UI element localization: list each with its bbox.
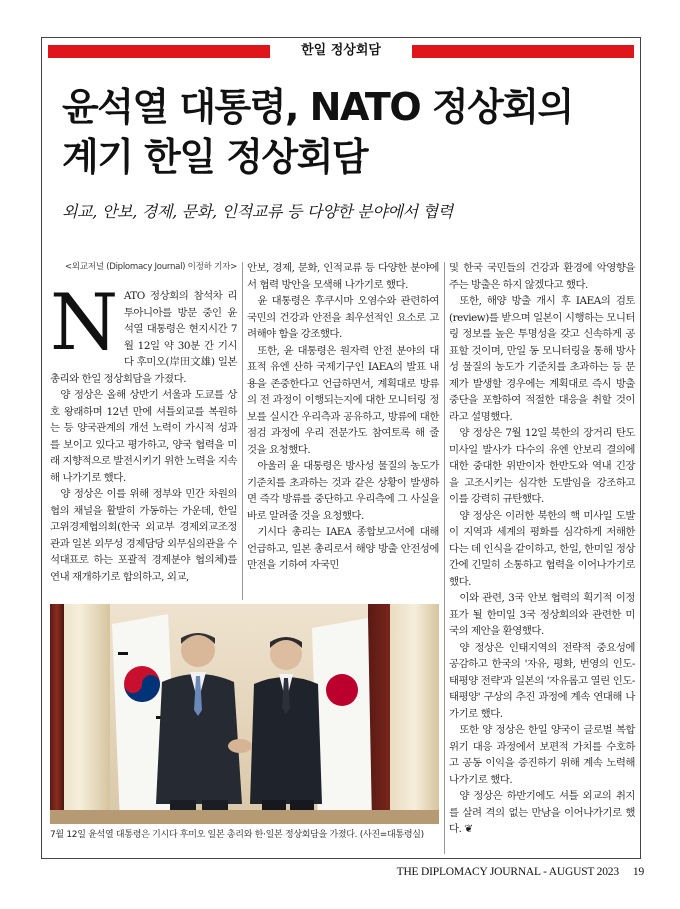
drop-cap: N [50,278,118,368]
page-number: 19 [632,866,644,878]
section-header [48,42,634,60]
paragraph: 이와 관련, 3국 안보 협력의 획기적 이정표가 될 한미일 3국 정상회의와 관련한 미국의 제안을 환영했다. [449,592,635,637]
section-bar-left [48,45,270,58]
headline-line-1: 윤석열 대통령, NATO 정상회의 [62,85,573,129]
headline-line-2: 계기 한일 정상회담 [62,135,368,179]
paragraph: 기시다 총리는 IAEA 종합보고서에 대해 언급하고, 일본 총리로서 해양 방출 안전성에 만전을 기하여 자국민 [247,526,439,571]
paragraph: 또한, 윤 대통령은 원자력 안전 분야의 대표적 유엔 산하 국제기구인 IAEA의 발표 내용을 존중한다고 언급하면서, 계획대로 방류의 전 과정이 이행되는지에 대한 모니터링 정보를 실시간 우리측과 공유하고, 방류에 대한 점검 과정에 우리 전문가도 참여토록 해 줄 것을 요청했다. [247,344,439,456]
section-bar-right [412,45,634,58]
paragraph: 양 정상은 이러한 북한의 핵 미사일 도발이 지역과 세계의 평화를 심각하게 저해한다는 데 인식을 같이하고, 한일, 한미일 정상 간에 긴밀히 소통하고 협력을 이어나가기로 했다. [449,509,635,588]
article-headline [62,82,632,182]
article-column-3 [449,260,635,838]
paragraph: 양 정상은 하반기에도 셔틀 외교의 취지를 살려 격의 없는 만남을 이어나가기로 했다. ❦ [449,790,635,835]
article-subtitle: 외교, 안보, 경제, 문화, 인적교류 등 다양한 분야에서 협력 [62,202,453,221]
byline: <외교저널 (Diplomacy Journal) 이정하 기자> [64,262,237,272]
column-divider [444,262,445,854]
paragraph: 또한, 해양 방출 개시 후 IAEA의 검토(review)를 받으며 일본이 시행하는 모니터링 정보를 높은 투명성을 갖고 신속하게 공표할 것이며, 만일 동 모니터링을 통해 방사성 물질의 농도가 기준치를 초과하는 등 문제가 발생할 경우에는 계획대로 즉시 방출 중단을 포함하여 적절한 대응을 취할 것이라고 설명했다. [449,295,635,423]
end-mark-icon: ❦ [461,823,473,835]
paragraph: 및 한국 국민들의 건강과 환경에 악영향을 주는 방출은 하지 않겠다고 했다. [449,262,635,291]
page-footer [384,866,644,878]
article-column-2 [247,260,439,574]
summit-photo [50,604,439,824]
paragraph: 양 정상은 인태지역의 전략적 중요성에 공감하고 한국의 '자유, 평화, 번영의 인도-태평양 전략'과 일본의 '자유롭고 열린 인도-태평양' 구상의 추진 과정에 계속 연대해 나가기로 했다. [449,641,635,720]
paragraph: 아울러 윤 대통령은 방사성 물질의 농도가 기준치를 초과하는 것과 같은 상황이 발생하면 즉각 방류를 중단하고 우리측에 그 사실을 바로 알려줄 것을 요청했다. [247,460,439,522]
paragraph: 양 정상은 올해 상반기 서울과 도쿄를 상호 왕래하며 12년 만에 셔틀외교를 복원하는 등 양국관계의 개선 노력이 가시적 성과를 보이고 있다고 평가하고, 양국 협력을 미래 지향적으로 발전시키기 위한 노력을 지속해 나가기로 했다. [50,389,237,484]
paragraph: 안보, 경제, 문화, 인적교류 등 다양한 분야에서 협력 방안을 모색해 나가기로 했다. [247,262,439,291]
paragraph: 양 정상은 7월 12일 북한의 장거리 탄도 미사일 발사가 다수의 유엔 안보리 결의에 대한 중대한 위반이자 한반도와 역내 긴장을 고조시키는 심각한 도발임을 강조하고 이를 강력히 규탄했다. [449,427,635,505]
publication-name: THE DIPLOMACY JOURNAL - AUGUST 2023 [396,866,619,878]
paragraph: 윤 대통령은 후쿠시마 오염수와 관련하여 국민의 건강과 안전을 최우선적인 요소로 고려해야 함을 강조했다. [247,295,439,340]
section-label: 한일 정상회담 [301,43,381,58]
photo-caption: 7월 12일 윤석열 대통령은 기시다 후미오 일본 총리와 한·일본 정상회담을 가졌다. (사진=대통령실) [50,830,424,840]
paragraph: 양 정상은 이를 위해 정부와 민간 차원의 협의 채널을 활발히 가동하는 가운데, 한일 고위경제협의회(한국 외교부 경제외교조정관과 일본 외무성 경제담당 외무심의관을 수석대표로 하는 포괄적 경제분야 협의체)를 연내 재개하기로 합의하고, 외교, [50,488,237,583]
lead-paragraph [50,278,237,387]
article-column-1 [50,260,237,585]
lead-text: ATO 정상회의 참석차 리투아니아를 방문 중인 윤석열 대통령은 현지시간 7월 12일 약 30분 간 기시다 후미오(岸田文雄) 일본 총리와 한일 정상회담을 가졌다. [50,290,237,385]
summit-photo-illustration [50,604,439,824]
paragraph: 또한 양 정상은 한일 양국이 글로벌 복합위기 대응 과정에서 보편적 가치를 수호하고 공동 이익을 증진하기 위해 계속 노력해 나가기로 했다. [449,724,635,786]
column-divider [242,262,243,600]
